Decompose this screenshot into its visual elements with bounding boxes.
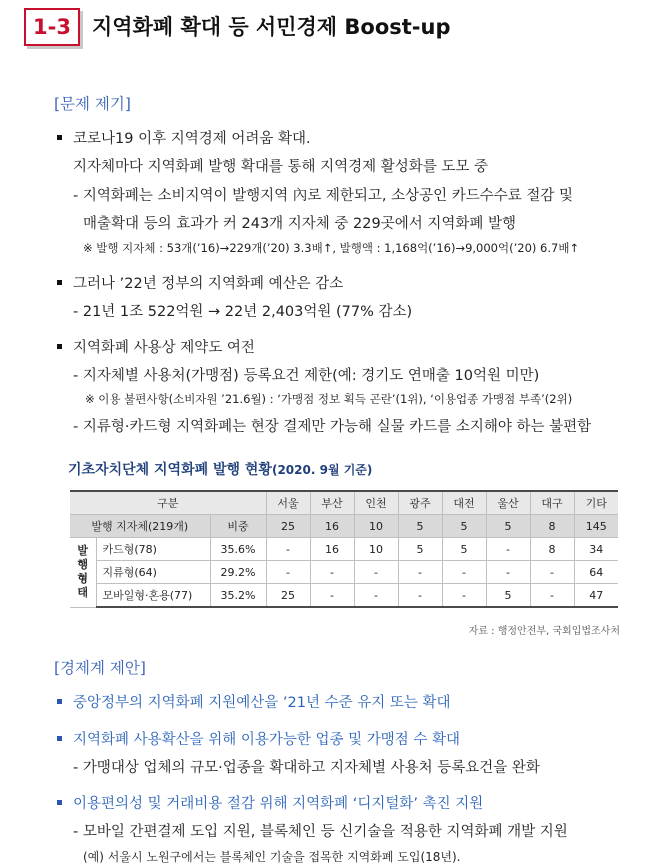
problem-heading: [문제 제기]: [54, 95, 131, 113]
proposal-2: 지역화폐 사용확산을 위해 이용가능한 업종 및 가맹점 수 확대: [73, 732, 461, 748]
bullet-icon: [57, 800, 62, 805]
cell: -: [354, 584, 398, 608]
row-label: 카드형(78): [96, 538, 210, 561]
header-cell: 구분: [70, 491, 266, 515]
issuance-status-table: [70, 490, 618, 608]
bullet-icon: [57, 280, 62, 285]
bullet-icon: [57, 699, 62, 704]
proposal-3: 이용편의성 및 거래비용 절감 위해 지역화폐 ‘디지털화’ 촉진 지원: [73, 796, 484, 812]
cell: 34: [574, 538, 618, 561]
row-label: 지류형(64): [96, 561, 210, 584]
proposal-heading: [경제계 제안]: [54, 659, 146, 677]
bullet-icon: [57, 135, 62, 140]
cell: -: [310, 561, 354, 584]
problem-b3-note: ※ 이용 불편사항(소비자원 ’21.6월) : ‘가맹점 정보 획득 곤란’(1위), ‘이용업종 가맹점 부족’(2위): [85, 392, 573, 406]
header-cell: 인천: [354, 491, 398, 515]
cell: 64: [574, 561, 618, 584]
problem-b3-detail1: - 지자체별 사용처(가맹점) 등록요건 제한(예: 경기도 연매출 10억원 미만): [73, 368, 540, 384]
row-label: 모바일형·혼용(77): [96, 584, 210, 608]
proposal-3-note: (예) 서울시 노원구에서는 블록체인 기술을 접목한 지역화폐 도입(18년).: [83, 850, 461, 864]
ratio-cell: 35.6%: [210, 538, 266, 561]
cell: -: [486, 561, 530, 584]
cell: -: [398, 584, 442, 608]
table-row: [70, 584, 618, 608]
cell: 16: [310, 515, 354, 538]
bullet-icon: [57, 736, 62, 741]
cell: 25: [266, 515, 310, 538]
cell: -: [354, 561, 398, 584]
problem-b3-line1: 지역화폐 사용상 제약도 여전: [73, 340, 255, 356]
header-cell: 기타: [574, 491, 618, 515]
proposal-3-detail: - 모바일 간편결제 도입 지원, 블록체인 등 신기술을 적용한 지역화폐 개발 지원: [73, 824, 568, 840]
header-cell: 서울: [266, 491, 310, 515]
cell: -: [266, 538, 310, 561]
cell: -: [530, 584, 574, 608]
section-number-badge: 1-3: [24, 8, 80, 46]
table-title-main: 기초자치단체 지역화폐 발행 현황: [68, 462, 272, 478]
cell: -: [266, 561, 310, 584]
cell: 5: [398, 515, 442, 538]
table-row: [70, 538, 618, 561]
problem-b1-note: ※ 발행 지자체 : 53개(’16)→229개(’20) 3.3배↑, 발행액 : 1,168억(’16)→9,000억(’20) 6.7배↑: [83, 241, 580, 255]
proposal-1: 중앙정부의 지역화폐 지원예산을 ’21년 수준 유지 또는 확대: [73, 695, 451, 711]
problem-b3-detail2: - 지류형·카드형 지역화폐는 현장 결제만 가능해 실물 카드를 소지해야 하는 불편함: [73, 419, 592, 435]
header-cell: 대전: [442, 491, 486, 515]
problem-b1-line1: 코로나19 이후 지역경제 어려움 확대.: [73, 131, 311, 147]
table-source: 자료 : 행정안전부, 국회입법조사처: [468, 626, 620, 637]
problem-b2-line1: 그러나 ’22년 정부의 지역화폐 예산은 감소: [73, 276, 344, 292]
cell: -: [310, 584, 354, 608]
bullet-icon: [57, 344, 62, 349]
row-label: 발행 지자체(219개): [70, 515, 210, 538]
cell: 16: [310, 538, 354, 561]
cell: 5: [486, 515, 530, 538]
table-row: [70, 561, 618, 584]
cell: 47: [574, 584, 618, 608]
table-title-sub: (2020. 9월 기준): [271, 463, 373, 477]
table-title: [68, 459, 372, 479]
proposal-2-detail: - 가맹대상 업체의 규모·업종을 확대하고 지자체별 사용처 등록요건을 완화: [73, 760, 540, 776]
cell: 5: [442, 515, 486, 538]
cell: 10: [354, 515, 398, 538]
problem-b1-detail1: - 지역화폐는 소비지역이 발행지역 內로 제한되고, 소상공인 카드수수료 절감 및: [73, 188, 574, 204]
problem-b1-detail2: 매출확대 등의 효과가 커 243개 지자체 중 229곳에서 지역화폐 발행: [83, 216, 517, 232]
side-label: [70, 538, 96, 608]
cell: -: [486, 538, 530, 561]
cell: -: [442, 584, 486, 608]
cell: -: [398, 561, 442, 584]
cell: -: [442, 561, 486, 584]
header-cell: 울산: [486, 491, 530, 515]
cell: 145: [574, 515, 618, 538]
page-title: 지역화폐 확대 등 서민경제 Boost-up: [92, 15, 451, 39]
ratio-cell: 35.2%: [210, 584, 266, 608]
cell: 5: [442, 538, 486, 561]
problem-b2-detail1: - 21년 1조 522억원 → 22년 2,403억원 (77% 감소): [73, 304, 413, 320]
ratio-header: 비중: [210, 515, 266, 538]
cell: 8: [530, 515, 574, 538]
cell: 5: [486, 584, 530, 608]
cell: 5: [398, 538, 442, 561]
header-cell: 대구: [530, 491, 574, 515]
cell: 25: [266, 584, 310, 608]
cell: -: [530, 561, 574, 584]
cell: 8: [530, 538, 574, 561]
header-cell: 부산: [310, 491, 354, 515]
problem-b1-line2: 지자체마다 지역화폐 발행 확대를 통해 지역경제 활성화를 도모 중: [73, 159, 489, 175]
table-row: [70, 515, 618, 538]
ratio-cell: 29.2%: [210, 561, 266, 584]
cell: 10: [354, 538, 398, 561]
side-label-text: 발행형태: [77, 544, 89, 600]
header-cell: 광주: [398, 491, 442, 515]
